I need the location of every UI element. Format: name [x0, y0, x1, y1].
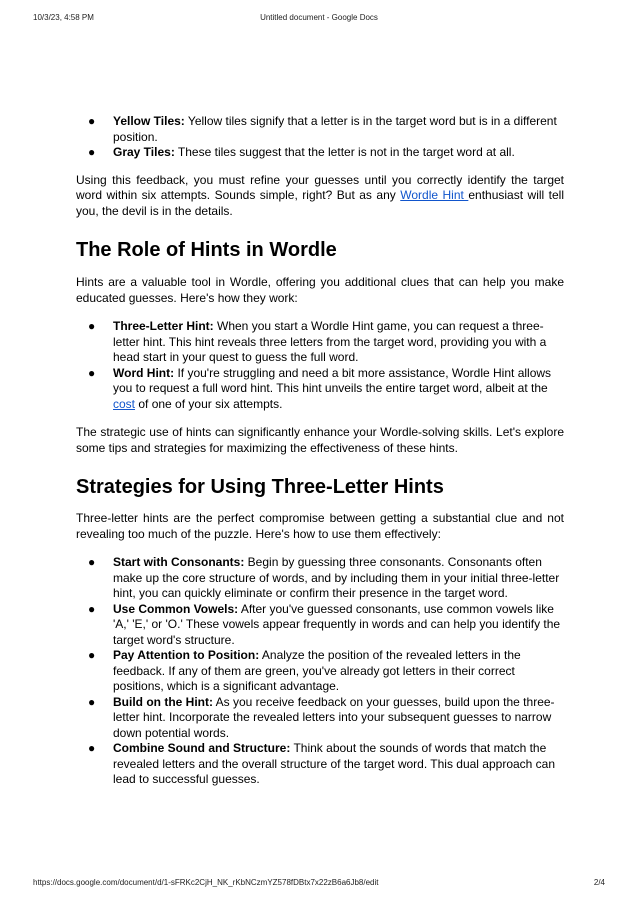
bullet-icon: ● [88, 555, 96, 569]
bullet-icon: ● [88, 648, 96, 662]
bullet-icon: ● [88, 601, 96, 616]
bullet-icon: ● [88, 145, 96, 159]
list-item [76, 695, 564, 742]
list-item-term: Gray Tiles: [113, 145, 175, 159]
list-item [76, 602, 564, 649]
list-item [76, 319, 564, 366]
list-item-text: Begin by guessing three consonants. Consonants often make up the core structure of words, and by including them in your initial three-letter hint, you can quickly eliminate or confirm their presence in the target word. [113, 555, 560, 600]
paragraph-strategic-use: The strategic use of hints can significantly enhance your Wordle-solving skills. Let's explore some tips and strategies for maximizing the effectiveness of these hints. [76, 425, 564, 455]
list-item-term: Three-Letter Hint: [113, 319, 214, 333]
list-item-term: Start with Consonants: [113, 555, 245, 569]
list-item [76, 366, 564, 413]
list-item-text: of one of your six attempts. [135, 396, 283, 411]
list-item-text: If you're struggling and need a bit more assistance, Wordle Hint allows you to request a full word hint. This hint unveils the entire target word, albeit at the [113, 365, 552, 395]
list-item-term: Yellow Tiles: [113, 114, 185, 128]
list-item-term: Word Hint: [113, 365, 175, 380]
tiles-list [76, 114, 564, 161]
list-item-text: Yellow tiles signify that a letter is in the target word but is in a different position. [113, 114, 557, 144]
list-item-term: Build on the Hint: [113, 694, 213, 709]
list-item-term: Combine Sound and Structure: [113, 741, 291, 755]
bullet-icon: ● [88, 694, 96, 709]
list-item [76, 114, 564, 145]
print-page-number: 2/4 [593, 878, 605, 887]
heading-role-of-hints: The Role of Hints in Wordle [76, 239, 337, 261]
list-item-term: Pay Attention to Position: [113, 648, 260, 662]
list-item [76, 741, 564, 788]
list-item [76, 145, 564, 161]
list-item-text: As you receive feedback on your guesses, build upon the three-letter hint. Incorporate the revealed letters into your subsequent guesses to narrow down potential words. [113, 694, 555, 740]
document-body [76, 114, 564, 788]
strategies-list [76, 555, 564, 788]
list-item [76, 648, 564, 695]
print-datetime: 10/3/23, 4:58 PM [33, 13, 94, 22]
bullet-icon: ● [88, 365, 96, 380]
cost-link[interactable]: cost [113, 396, 136, 411]
list-item-text: Think about the sounds of words that match the revealed letters and the overall structure of the target word. This dual approach can lead to successful guesses. [113, 741, 556, 786]
print-page-url: https://docs.google.com/document/d/1-sFRKc2CjH_NK_rKbNCzmYZ578fDBtx7x22zB6a6Jb8/edit [33, 878, 379, 887]
wordle-hint-link[interactable]: Wordle Hint [400, 188, 469, 202]
list-item-term: Use Common Vowels: [113, 601, 239, 616]
bullet-icon: ● [88, 741, 96, 755]
paragraph-feedback [76, 173, 564, 220]
list-item-text: After you've guessed consonants, use common vowels like 'A,' 'E,' or 'O.' These vowels appear frequently in words and can help you identify the target word's structure. [113, 601, 561, 647]
bullet-icon: ● [88, 114, 96, 128]
heading-strategies: Strategies for Using Three-Letter Hints [76, 476, 444, 498]
paragraph-hints-intro: Hints are a valuable tool in Wordle, offering you additional clues that can help you make educated guesses. Here's how they work: [76, 275, 564, 305]
hints-list [76, 319, 564, 412]
paragraph-text: Using this feedback, you must refine your guesses until you correctly identify the target word within six attempts. Sounds simple, right? But as any [76, 172, 564, 202]
bullet-icon: ● [88, 319, 96, 333]
list-item-text: These tiles suggest that the letter is not in the target word at all. [174, 145, 515, 159]
paragraph-strategies-intro: Three-letter hints are the perfect compromise between getting a substantial clue and not revealing too much of the puzzle. Here's how to use them effectively: [76, 511, 564, 541]
list-item-text: When you start a Wordle Hint game, you can request a three-letter hint. This hint reveals three letters from the target word, providing you with a head start in your quest to guess the full word. [113, 319, 547, 364]
print-document-title: Untitled document - Google Docs [260, 13, 378, 22]
paragraph-text: enthusiast will tell you, the devil is in the details. [76, 188, 565, 218]
list-item-text: Analyze the position of the revealed letters in the feedback. If any of them are green, you've already got letters in their correct positions, which is a significant advantage. [113, 648, 521, 693]
list-item [76, 555, 564, 602]
